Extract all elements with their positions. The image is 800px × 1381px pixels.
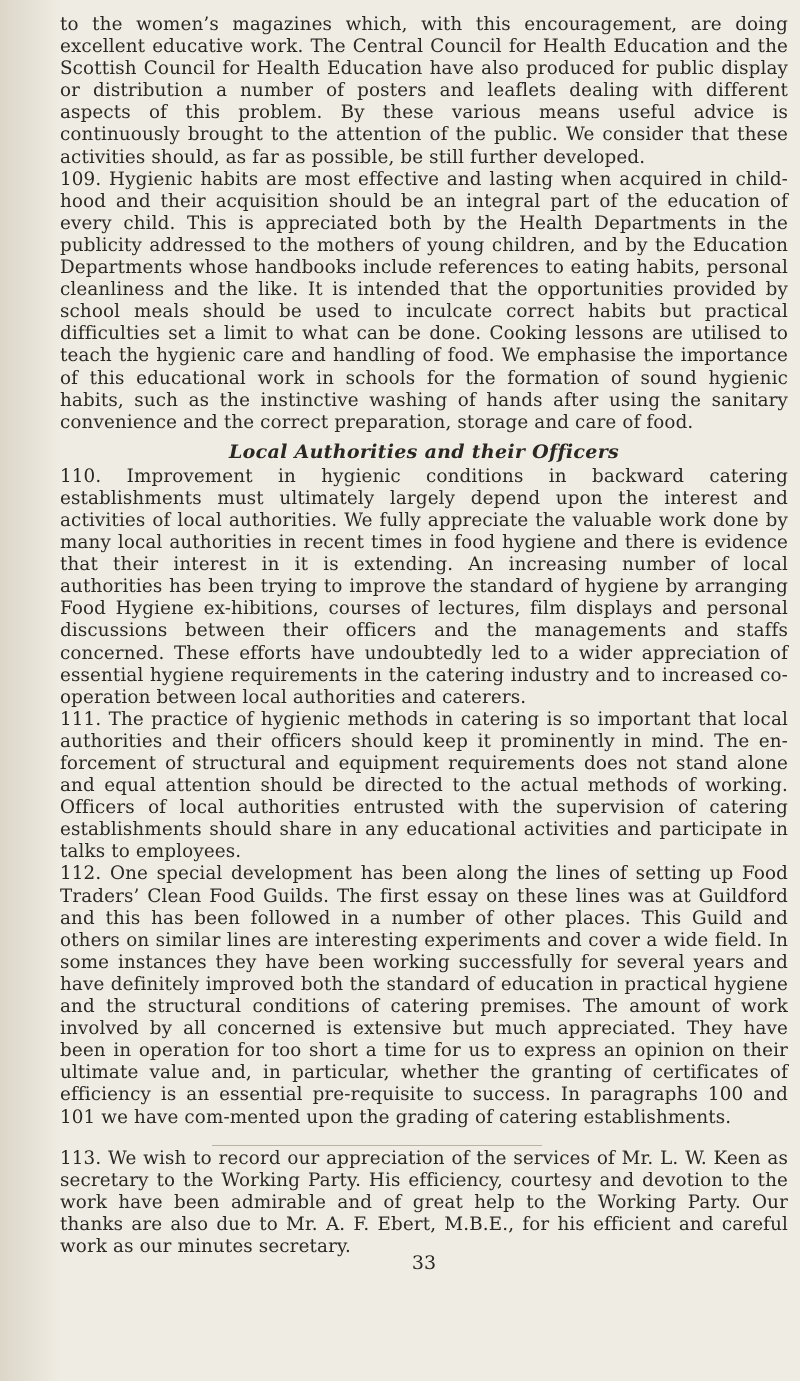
section-divider	[212, 1145, 542, 1146]
paragraph-111: 111. The practice of hygienic methods in catering is so important that local authorities and their officers should keep it prominently in mind. The en-forcement of structural and equipment requirements does not stand alone and equal attention should be directed to the actual methods of working. Officers of local authorities entrusted with the supervision of catering establishments should share in any educational activities and participate in talks to employees.	[60, 708, 788, 863]
document-page	[60, 14, 788, 1280]
paragraph-112: 112. One special development has been along the lines of setting up Food Traders’ Clean Food Guilds. The first essay on these lines was at Guildford and this has been followed in a number of other places. This Guild and others on similar lines are interesting experiments and cover a wide field. In some instances they have been working successfully for several years and have definitely improved both the standard of education in practical hygiene and the structural conditions of catering premises. The amount of work involved by all concerned is extensive but much appreciated. They have been in operation for too short a time for us to express an opinion on their ultimate value and, in particular, whether the granting of certificates of efficiency is an essential pre-requisite to success. In paragraphs 100 and 101 we have com-mented upon the grading of catering establishments.	[60, 863, 788, 1128]
paragraph-continuation: to the women’s magazines which, with this encouragement, are doing excellent educative work. The Central Council for Health Education and the Scottish Council for Health Education have also produced for public display or distribution a number of posters and leaflets dealing with different aspects of this problem. By these various means useful advice is continuously brought to the attention of the public. We consider that these activities should, as far as possible, be still further developed.	[60, 14, 788, 168]
section-heading: Local Authorities and their Officers	[228, 440, 619, 463]
paragraph-113: 113. We wish to record our appreciation of the services of Mr. L. W. Keen as secretary to the Working Party. His efficiency, courtesy and devotion to the work have been admirable and of great help to the Working Party. Our thanks are also due to Mr. A. F. Ebert, M.B.E., for his efficient and careful work as our minutes secretary.	[60, 1147, 788, 1257]
page-number: 33	[411, 1252, 437, 1275]
paragraph-109: 109. Hygienic habits are most effective and lasting when acquired in child-hood and their acquisition should be an integral part of the education of every child. This is appreciated both by the Health Departments in the publicity addressed to the mothers of young children, and by the Education Departments whose handbooks include references to eating habits, personal cleanliness and the like. It is intended that the opportunities provided by school meals should be used to inculcate correct habits but practical difficulties set a limit to what can be done. Cooking lessons are utilised to teach the hygienic care and handling of food. We emphasise the importance of this educational work in schools for the formation of sound hygienic habits, such as the instinctive washing of hands after using the sanitary convenience and the correct preparation, storage and care of food.	[60, 168, 788, 433]
paragraph-110: 110. Improvement in hygienic conditions in backward catering establishments must ultimately largely depend upon the interest and activities of local authorities. We fully appreciate the valuable work done by many local authorities in recent times in food hygiene and there is evidence that their interest in it is extending. An increasing number of local authorities has been trying to improve the standard of hygiene by arranging Food Hygiene ex-hibitions, courses of lectures, film displays and personal discussions between their officers and the managements and staffs concerned. These efforts have undoubtedly led to a wider appreciation of essential hygiene requirements in the catering industry and to increased co-operation between local authorities and caterers.	[60, 465, 788, 708]
page-edge-shadow	[0, 0, 60, 1381]
